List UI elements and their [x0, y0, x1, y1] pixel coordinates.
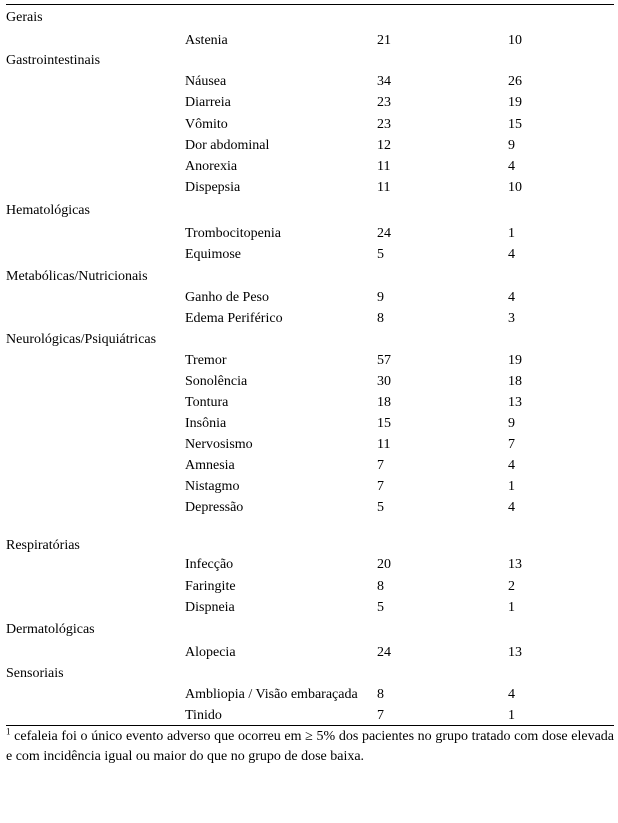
event-name: Nervosismo — [185, 437, 253, 452]
event-name: Alopecia — [185, 645, 236, 660]
high-dose-value: 23 — [377, 117, 391, 132]
event-name: Ambliopia / Visão embaraçada — [185, 687, 358, 702]
category-label: Gastrointestinais — [6, 53, 101, 68]
event-name: Sonolência — [185, 374, 248, 389]
high-dose-value: 23 — [377, 95, 391, 110]
event-name: Astenia — [185, 33, 228, 48]
low-dose-value: 1 — [508, 600, 515, 615]
footnote-marker: 1 — [6, 726, 11, 737]
event-name: Tontura — [185, 395, 229, 410]
low-dose-value: 15 — [508, 117, 522, 132]
high-dose-value: 7 — [377, 458, 384, 473]
low-dose-value: 18 — [508, 374, 522, 389]
high-dose-value: 5 — [377, 500, 384, 515]
high-dose-value: 18 — [377, 395, 391, 410]
high-dose-value: 8 — [377, 311, 384, 326]
low-dose-value: 13 — [508, 645, 522, 660]
low-dose-value: 13 — [508, 557, 522, 572]
low-dose-value: 4 — [508, 687, 515, 702]
event-name: Náusea — [185, 74, 227, 89]
category-label: Dermatológicas — [6, 622, 95, 637]
event-name: Amnesia — [185, 458, 235, 473]
low-dose-value: 4 — [508, 500, 515, 515]
category-label: Sensoriais — [6, 666, 64, 681]
event-name: Dispepsia — [185, 180, 241, 195]
low-dose-value: 4 — [508, 458, 515, 473]
low-dose-value: 10 — [508, 180, 522, 195]
event-name: Edema Periférico — [185, 311, 283, 326]
category-label: Neurológicas/Psiquiátricas — [6, 332, 157, 347]
high-dose-value: 15 — [377, 416, 391, 431]
event-name: Anorexia — [185, 159, 238, 174]
event-name: Tinido — [185, 708, 222, 723]
high-dose-value: 11 — [377, 180, 391, 195]
event-name: Tremor — [185, 353, 227, 368]
high-dose-value: 7 — [377, 479, 384, 494]
top-rule — [6, 4, 614, 5]
high-dose-value: 11 — [377, 437, 391, 452]
high-dose-value: 20 — [377, 557, 391, 572]
high-dose-value: 7 — [377, 708, 384, 723]
low-dose-value: 2 — [508, 579, 515, 594]
event-name: Nistagmo — [185, 479, 240, 494]
high-dose-value: 30 — [377, 374, 391, 389]
event-name: Trombocitopenia — [185, 226, 281, 241]
high-dose-value: 21 — [377, 33, 391, 48]
high-dose-value: 24 — [377, 645, 391, 660]
low-dose-value: 4 — [508, 290, 515, 305]
low-dose-value: 13 — [508, 395, 522, 410]
low-dose-value: 4 — [508, 159, 515, 174]
event-name: Dispneia — [185, 600, 235, 615]
low-dose-value: 4 — [508, 247, 515, 262]
low-dose-value: 19 — [508, 95, 522, 110]
event-name: Diarreia — [185, 95, 231, 110]
event-name: Faringite — [185, 579, 236, 594]
category-label: Metabólicas/Nutricionais — [6, 269, 148, 284]
high-dose-value: 8 — [377, 579, 384, 594]
high-dose-value: 5 — [377, 247, 384, 262]
low-dose-value: 1 — [508, 479, 515, 494]
high-dose-value: 5 — [377, 600, 384, 615]
low-dose-value: 1 — [508, 226, 515, 241]
footnote — [6, 727, 614, 767]
high-dose-value: 11 — [377, 159, 391, 174]
high-dose-value: 34 — [377, 74, 391, 89]
event-name: Insônia — [185, 416, 227, 431]
event-name: Vômito — [185, 117, 228, 132]
low-dose-value: 7 — [508, 437, 515, 452]
low-dose-value: 9 — [508, 416, 515, 431]
high-dose-value: 9 — [377, 290, 384, 305]
low-dose-value: 3 — [508, 311, 515, 326]
category-label: Respiratórias — [6, 538, 80, 553]
low-dose-value: 19 — [508, 353, 522, 368]
low-dose-value: 1 — [508, 708, 515, 723]
category-label: Gerais — [6, 10, 43, 25]
low-dose-value: 26 — [508, 74, 522, 89]
event-name: Dor abdominal — [185, 138, 270, 153]
high-dose-value: 57 — [377, 353, 391, 368]
bottom-rule — [6, 725, 614, 726]
category-label: Hematológicas — [6, 203, 90, 218]
high-dose-value: 8 — [377, 687, 384, 702]
high-dose-value: 12 — [377, 138, 391, 153]
low-dose-value: 9 — [508, 138, 515, 153]
event-name: Ganho de Peso — [185, 290, 269, 305]
event-name: Depressão — [185, 500, 244, 515]
event-name: Equimose — [185, 247, 241, 262]
footnote-text: cefaleia foi o único evento adverso que ocorreu em ≥ 5% dos pacientes no grupo tratado com dose elevada e com incidência igual ou maior do que no grupo de dose baixa. — [6, 729, 615, 764]
event-name: Infecção — [185, 557, 234, 572]
high-dose-value: 24 — [377, 226, 391, 241]
low-dose-value: 10 — [508, 33, 522, 48]
